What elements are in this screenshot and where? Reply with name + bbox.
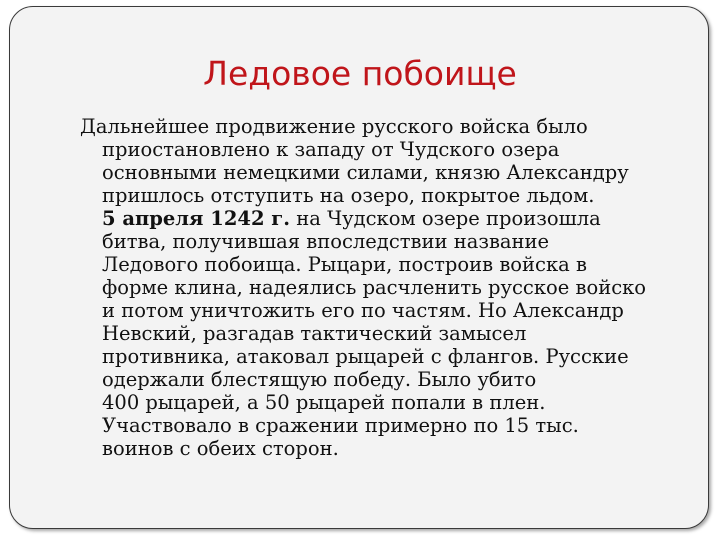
body-line: Невский, разгадав тактический замысел <box>102 322 527 345</box>
body-line: пришлось отступить на озеро, покрытое льдом. <box>102 184 595 207</box>
body-line: воинов с обеих сторон. <box>102 437 339 460</box>
body-line: 400 рыцарей, а 50 рыцарей попали в плен. <box>102 391 546 414</box>
body-line: основными немецкими силами, князю Александру <box>102 161 629 184</box>
body-line: Участвовало в сражении примерно по 15 тыс. <box>102 414 579 437</box>
body-line-date-rest: на Чудском озере произошла <box>290 207 601 230</box>
battle-date: 5 апреля 1242 г. <box>102 207 291 230</box>
slide-title: Ледовое побоище <box>203 54 517 93</box>
body-line-date <box>80 207 680 230</box>
body-line: одержали блестящую победу. Было убито <box>102 368 537 391</box>
body-line: форме клина, надеялись расчленить русское войско <box>102 276 647 299</box>
body-line: приостановлено к западу от Чудского озера <box>102 138 560 161</box>
body-line: и потом уничтожить его по частям. Но Александр <box>102 299 624 322</box>
body-line: Дальнейшее продвижение русского войска было <box>80 115 588 138</box>
body-line: битва, получившая впоследствии название <box>102 230 550 253</box>
body-line: Ледового побоища. Рыцари, построив войска в <box>102 253 587 276</box>
body-line: противника, атаковал рыцарей с флангов. Русские <box>102 345 629 368</box>
slide-body-text <box>80 115 680 460</box>
